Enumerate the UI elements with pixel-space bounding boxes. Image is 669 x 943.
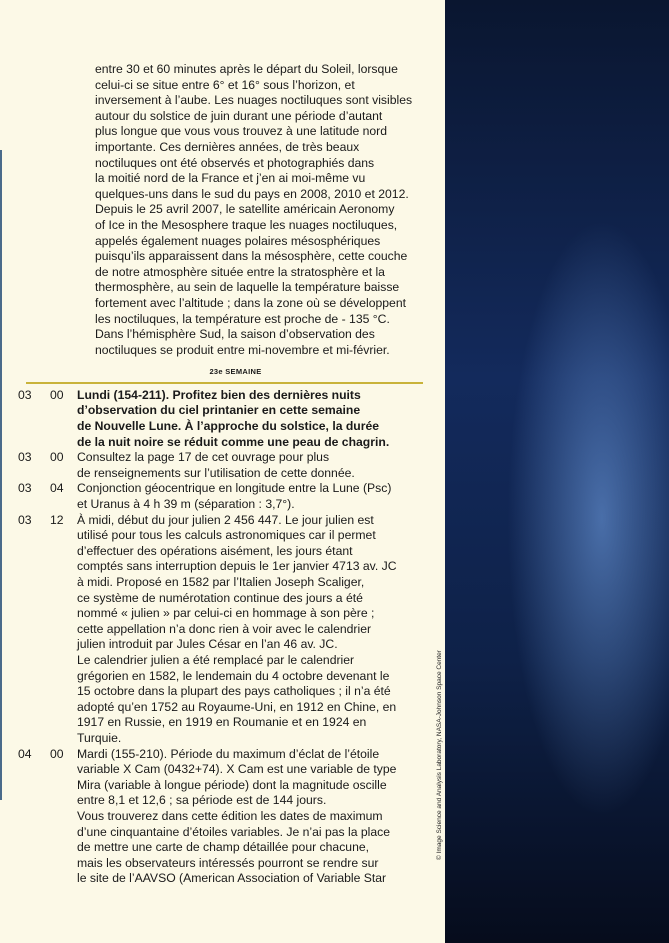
entry-day: 04 xyxy=(18,746,32,761)
margin-rule xyxy=(0,150,2,800)
entry-hour: 04 xyxy=(50,481,64,496)
entry-line: comptés sans interruption depuis le 1er janvier 4713 av. JC xyxy=(77,559,397,574)
entry-hour: 00 xyxy=(50,746,64,761)
entry-day: 03 xyxy=(18,387,32,402)
entry-line: d’effectuer des opérations aisément, les jours étant xyxy=(77,543,353,558)
intro-line: fortement avec l’altitude ; dans la zone où se développent xyxy=(95,295,406,310)
week-divider xyxy=(26,382,423,384)
intro-line: entre 30 et 60 minutes après le départ du Soleil, lorsque xyxy=(95,62,398,76)
intro-line: importante. Ces dernières années, de très beaux xyxy=(95,139,360,154)
entry-line: mais les observateurs intéressés pourront se rendre sur xyxy=(77,855,379,870)
entry-line: ce système de numérotation continue des jours a été xyxy=(77,590,363,605)
entry-hour: 00 xyxy=(50,450,64,465)
intro-line: noctiluques se produit entre mi-novembre et mi-février. xyxy=(95,342,390,357)
entry-line: 1917 en Russie, en 1919 en Roumanie et en 1924 en xyxy=(77,715,367,730)
entry-text xyxy=(77,481,423,512)
entry-line: julien introduit par Jules César en l’an 46 av. JC. xyxy=(77,637,338,652)
intro-line: celui-ci se situe entre 6° et 16° sous l’horizon, et xyxy=(95,77,355,92)
entry-line: utilisé pour tous les calculs astronomiques car il permet xyxy=(77,528,376,543)
entry-day: 03 xyxy=(18,450,32,465)
noctilucent-cloud-photo xyxy=(445,0,669,943)
entry-hour: 00 xyxy=(50,387,64,402)
entry-line: Conjonction géocentrique en longitude entre la Lune (Psc) xyxy=(77,481,392,496)
ephemeris-entry xyxy=(18,513,423,747)
intro-line: puisqu’ils apparaissent dans la mésosphère, cette couche xyxy=(95,249,408,264)
entry-line: Lundi (154-211). Profitez bien des dernières nuits xyxy=(77,387,361,402)
text-column xyxy=(18,62,423,887)
intro-line: plus longue que vous vous trouvez à une latitude nord xyxy=(95,124,388,139)
intro-line: autour du solstice de juin durant une période d’autant xyxy=(95,108,383,123)
entry-line: et Uranus à 4 h 39 m (séparation : 3,7°). xyxy=(77,497,295,512)
entry-line: le site de l’AAVSO (American Association of Variable Star xyxy=(77,871,387,886)
ephemeris-entry xyxy=(18,450,423,481)
entry-line: de la nuit noire se réduit comme une peau de chagrin. xyxy=(77,434,390,449)
intro-line: thermosphère, au sein de laquelle la température baisse xyxy=(95,280,400,295)
entry-text xyxy=(77,513,423,747)
intro-line: noctiluques ont été observés et photographiés dans xyxy=(95,155,375,170)
entry-line: 15 octobre dans la plupart des pays catholiques ; il n’a été xyxy=(77,684,391,699)
entry-line: de mettre une carte de champ détaillée pour chacune, xyxy=(77,840,370,855)
entry-text xyxy=(77,747,423,887)
entry-line: Consultez la page 17 de cet ouvrage pour plus xyxy=(77,450,330,465)
entry-text xyxy=(77,450,423,481)
intro-line: Depuis le 25 avril 2007, le satellite américain Aeronomy xyxy=(95,202,395,217)
entry-line: de Nouvelle Lune. À l’approche du solstice, la durée xyxy=(77,419,380,434)
entry-hour: 12 xyxy=(50,512,64,527)
intro-line: la moitié nord de la France et j’en ai moi-même vu xyxy=(95,171,366,186)
intro-line: de notre atmosphère située entre la stratosphère et la xyxy=(95,264,385,279)
entry-line: Turquie. xyxy=(77,730,122,745)
intro-paragraph xyxy=(18,62,423,358)
entry-line: variable X Cam (0432+74). X Cam est une variable de type xyxy=(77,762,397,777)
entry-line: d’observation du ciel printanier en cette semaine xyxy=(77,403,361,418)
entry-line: d’une cinquantaine d’étoiles variables. Je n’ai pas la place xyxy=(77,824,391,839)
ephemeris-entry xyxy=(18,388,423,450)
ephemeris-entry xyxy=(18,481,423,512)
photo-credit: © Image Science and Analysis Laboratory, NASA-Johnson Space Center xyxy=(436,650,443,860)
intro-line: of Ice in the Mesosphere traque les nuages noctiluques, xyxy=(95,217,398,232)
entry-line: de renseignements sur l’utilisation de cette donnée. xyxy=(77,465,355,480)
entry-line: Mardi (155-210). Période du maximum d’éclat de l’étoile xyxy=(77,746,380,761)
entry-line: Mira (variable à longue période) dont la magnitude oscille xyxy=(77,777,387,792)
entry-line: Le calendrier julien a été remplacé par le calendrier xyxy=(77,652,355,667)
intro-line: inversement à l’aube. Les nuages noctiluques sont visibles xyxy=(95,93,413,108)
entry-line: cette appellation n’a donc rien à voir avec le calendrier xyxy=(77,621,372,636)
entry-line: nommé « julien » par celui-ci en hommage à son père ; xyxy=(77,606,375,621)
intro-line: quelques-uns dans le sud du pays en 2008, 2010 et 2012. xyxy=(95,186,409,201)
intro-line: Dans l’hémisphère Sud, la saison d’observation des xyxy=(95,327,375,342)
entry-line: adopté qu’en 1752 au Royaume-Uni, en 1912 en Chine, en xyxy=(77,699,397,714)
entry-line: à midi. Proposé en 1582 par l’Italien Joseph Scaliger, xyxy=(77,575,365,589)
entry-line: Vous trouverez dans cette édition les dates de maximum xyxy=(77,808,383,823)
intro-line: les noctiluques, la température est proche de - 135 °C. xyxy=(95,311,390,326)
entry-day: 03 xyxy=(18,481,32,496)
entry-line: entre 8,1 et 12,6 ; sa période est de 144 jours. xyxy=(77,793,327,808)
ephemeris-entry xyxy=(18,747,423,887)
entries-list xyxy=(18,388,423,887)
week-header: 23e SEMAINE xyxy=(209,367,262,377)
intro-line: appelés également nuages polaires mésosphériques xyxy=(95,233,381,248)
entry-day: 03 xyxy=(18,512,32,527)
entry-line: grégorien en 1582, le lendemain du 4 octobre devenant le xyxy=(77,668,390,683)
entry-text xyxy=(77,388,423,450)
entry-line: À midi, début du jour julien 2 456 447. Le jour julien est xyxy=(77,512,374,527)
